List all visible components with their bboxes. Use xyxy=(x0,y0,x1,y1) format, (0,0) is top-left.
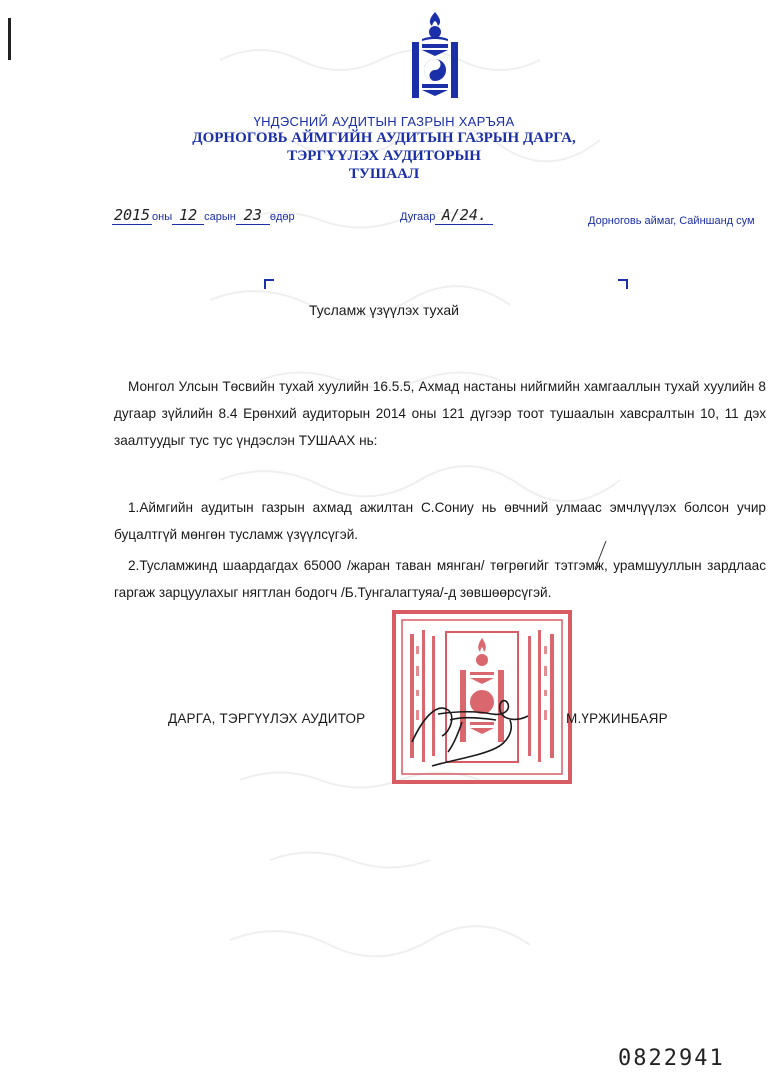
date-field xyxy=(112,206,295,225)
signatory-title: ДАРГА, ТЭРГҮҮЛЭХ АУДИТОР xyxy=(168,711,366,726)
day-suffix: өдөр xyxy=(269,211,295,223)
pen-stroke xyxy=(592,540,608,570)
handwritten-signature-icon xyxy=(392,680,552,770)
number-value: А/24. xyxy=(435,206,493,225)
month-suffix: сарын xyxy=(204,211,236,223)
year-suffix: оны xyxy=(152,211,173,223)
subject-bracket-right xyxy=(618,279,628,289)
year-value: 2015 xyxy=(113,206,151,224)
order-number-field xyxy=(400,206,493,225)
intro-paragraph: Монгол Улсын Төсвийн тухай хуулийн 16.5.5, Ахмад настаны нийгмийн хамгааллын тухай хуулийн 8 дугаар зүйлийн 8.4 Ерөнхий аудиторын 2014 оны 121 дүгээр тоот тушаалын хавсралтын 10, 11 дэх заалтуудыг тус тус үндэслэн ТУШААХ нь: xyxy=(114,379,766,448)
header-line-1: ҮНДЭСНИЙ АУДИТЫН ГАЗРЫН ХАРЪЯА xyxy=(253,114,515,129)
soyombo-emblem-icon xyxy=(408,12,462,100)
header-line-3: ТЭРГҮҮЛЭХ АУДИТОРЫН xyxy=(287,148,481,164)
signatory-name: М.ҮРЖИНБАЯР xyxy=(566,711,668,726)
scan-edge-mark xyxy=(8,18,11,60)
month-value: 12 xyxy=(172,206,204,225)
order-item-2: 2.Тусламжинд шаардагдах 65000 /жаран таван мянган/ төгрөгийг тэтгэмж, урамшууллын зардлаас гаргаж зарцуулахыг нягтлан бодогч /Б.Тунгалагтуяа/-д зөвшөөрсүгэй. xyxy=(114,558,766,600)
order-item-1: 1.Аймгийн аудитын газрын ахмад ажилтан С.Сониу нь өвчний улмаас эмчлүүлэх болсон учир буцалтгүй мөнгөн тусламж үзүүлсүгэй. xyxy=(114,500,766,542)
place-label: Дорноговь аймаг, Сайншанд сум xyxy=(588,215,755,227)
document-type: ТУШААЛ xyxy=(348,166,420,182)
subject-bracket-left xyxy=(264,279,274,289)
subject-title: Тусламж үзүүлэх тухай xyxy=(309,302,459,318)
header-line-2: ДОРНОГОВЬ АЙМГИЙН АУДИТЫН ГАЗРЫН ДАРГА, xyxy=(192,130,576,146)
day-value: 23 xyxy=(236,206,270,225)
serial-number: 0822941 xyxy=(618,1046,725,1071)
number-label: Дугаар xyxy=(400,211,436,223)
